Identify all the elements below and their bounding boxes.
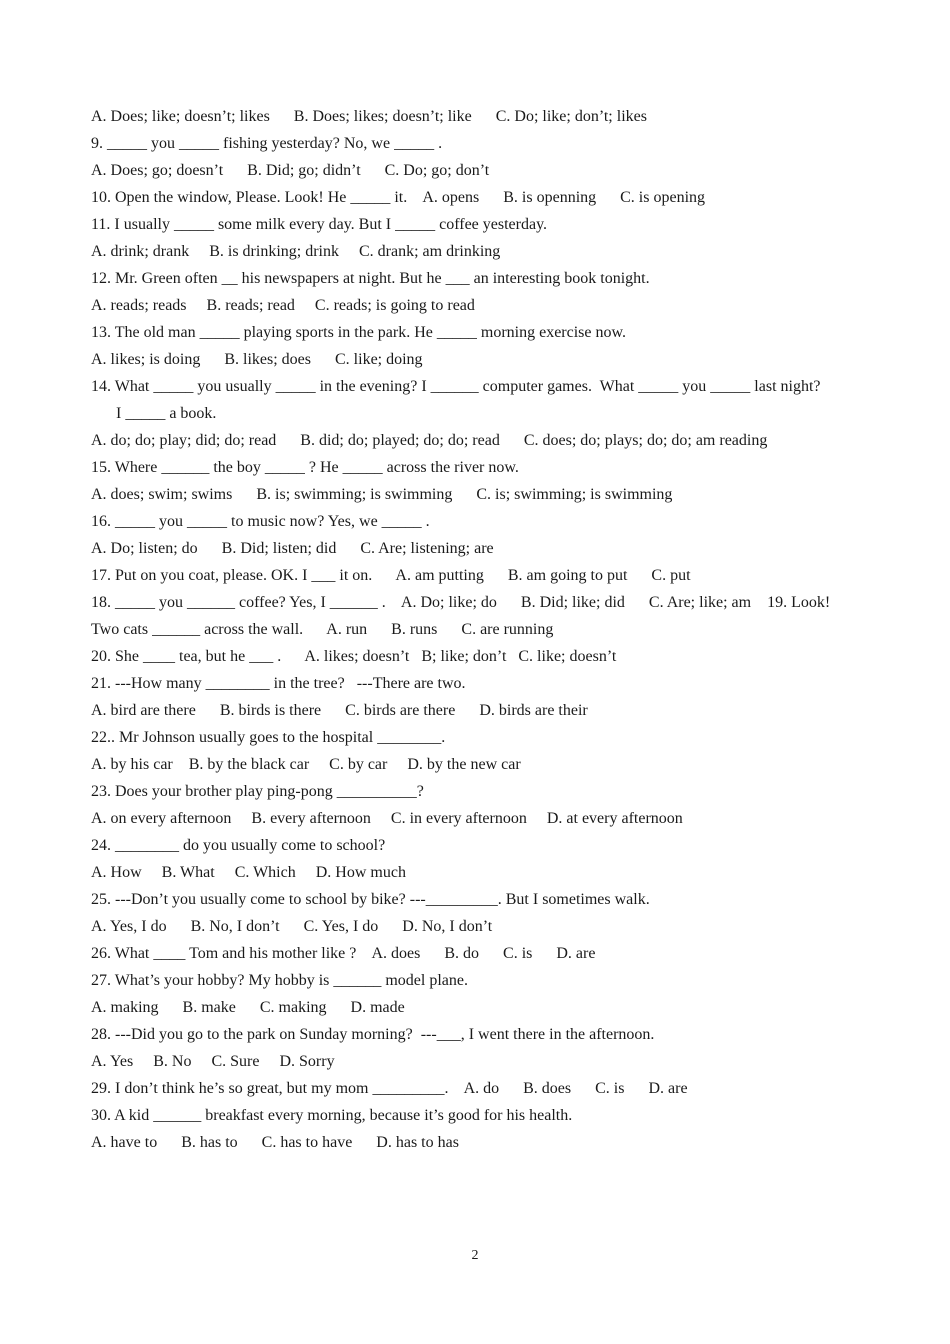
text-line: A. drink; drank B. is drinking; drink C. drank; am drinking: [91, 243, 501, 260]
text-line: 13. The old man _____ playing sports in the park. He _____ morning exercise now.: [91, 324, 627, 341]
text-line: A. bird are there B. birds is there C. birds are there D. birds are their: [91, 702, 588, 719]
text-line: 23. Does your brother play ping-pong __________?: [91, 783, 424, 800]
text-line: 16. _____ you _____ to music now? Yes, we _____ .: [91, 513, 430, 530]
text-line: A. Yes, I do B. No, I don’t C. Yes, I do D. No, I don’t: [91, 918, 493, 935]
text-line: A. by his car B. by the black car C. by car D. by the new car: [91, 756, 521, 773]
text-line: I _____ a book.: [116, 405, 217, 422]
text-line: A. Do; listen; do B. Did; listen; did C. Are; listening; are: [91, 540, 494, 557]
text-line: 15. Where ______ the boy _____ ? He _____ across the river now.: [91, 459, 519, 476]
text-line: A. on every afternoon B. every afternoon C. in every afternoon D. at every afternoon: [91, 810, 683, 827]
page-number: 2: [471, 1248, 479, 1263]
text-line: A. have to B. has to C. has to have D. has to has: [91, 1134, 459, 1151]
text-line: Two cats ______ across the wall. A. run B. runs C. are running: [91, 621, 554, 638]
text-line: 12. Mr. Green often __ his newspapers at night. But he ___ an interesting book tonight.: [91, 270, 650, 287]
text-line: 14. What _____ you usually _____ in the evening? I ______ computer games. What _____ you _____ last night?: [91, 378, 821, 395]
text-line: 25. ---Don’t you usually come to school by bike? ---_________. But I sometimes walk.: [91, 891, 650, 908]
text-line: 18. _____ you ______ coffee? Yes, I ______ . A. Do; like; do B. Did; like; did C. Are; like; am 19. Look!: [91, 594, 831, 611]
text-line: 27. What’s your hobby? My hobby is ______ model plane.: [91, 972, 468, 989]
text-line: A. Does; go; doesn’t B. Did; go; didn’t C. Do; go; don’t: [91, 162, 490, 179]
text-line: A. likes; is doing B. likes; does C. like; doing: [91, 351, 423, 368]
text-line: 20. She ____ tea, but he ___ . A. likes; doesn’t B; like; don’t C. like; doesn’t: [91, 648, 617, 665]
text-line: 9. _____ you _____ fishing yesterday? No, we _____ .: [91, 135, 443, 152]
text-line: 28. ---Did you go to the park on Sunday morning? ---___, I went there in the afternoon.: [91, 1026, 655, 1043]
text-line: 29. I don’t think he’s so great, but my mom _________. A. do B. does C. is D. are: [91, 1080, 688, 1097]
text-line: 24. ________ do you usually come to school?: [91, 837, 386, 854]
text-line: A. do; do; play; did; do; read B. did; do; played; do; do; read C. does; do; plays; do; do; am reading: [91, 432, 768, 449]
document-page: [91, 103, 871, 1156]
text-line: 11. I usually _____ some milk every day. But I _____ coffee yesterday.: [91, 216, 548, 233]
text-line: 30. A kid ______ breakfast every morning, because it’s good for his health.: [91, 1107, 573, 1124]
text-line: 17. Put on you coat, please. OK. I ___ it on. A. am putting B. am going to put C. put: [91, 567, 691, 584]
text-line: A. making B. make C. making D. made: [91, 999, 405, 1016]
text-line: 26. What ____ Tom and his mother like ? A. does B. do C. is D. are: [91, 945, 596, 962]
text-line: A. Yes B. No C. Sure D. Sorry: [91, 1053, 335, 1070]
text-line: A. How B. What C. Which D. How much: [91, 864, 406, 881]
text-line: 22.. Mr Johnson usually goes to the hospital ________.: [91, 729, 446, 746]
text-line: 21. ---How many ________ in the tree? ---There are two.: [91, 675, 466, 692]
text-line: A. reads; reads B. reads; read C. reads; is going to read: [91, 297, 475, 314]
text-line: A. does; swim; swims B. is; swimming; is swimming C. is; swimming; is swimming: [91, 486, 673, 503]
text-line: A. Does; like; doesn’t; likes B. Does; likes; doesn’t; like C. Do; like; don’t; likes: [91, 108, 647, 125]
text-line: 10. Open the window, Please. Look! He _____ it. A. opens B. is openning C. is opening: [91, 189, 706, 206]
